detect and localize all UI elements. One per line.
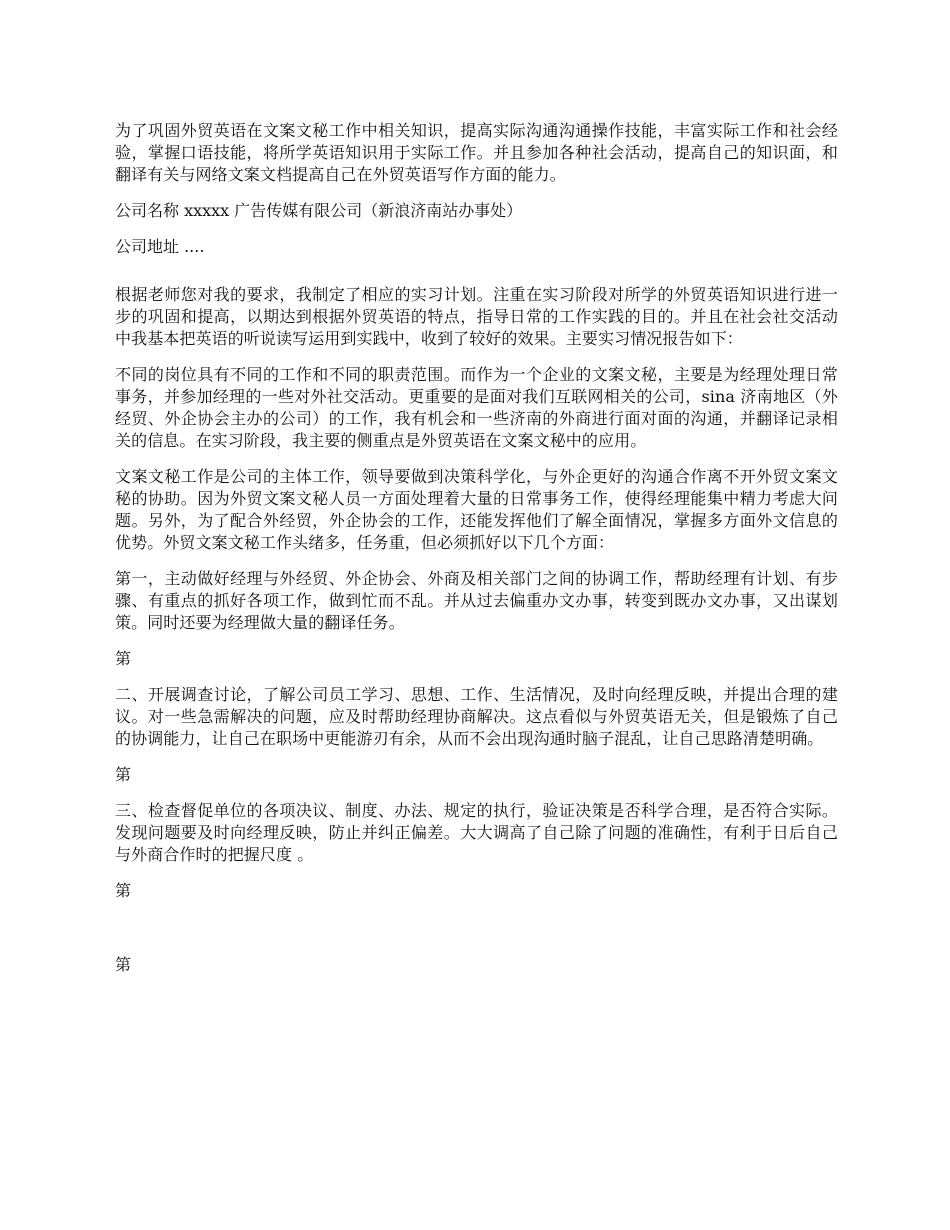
ordinal-marker-4: 第 <box>115 955 132 974</box>
intro-paragraph: 为了巩固外贸英语在文案文秘工作中相关知识，提高实际沟通沟通操作技能，丰富实际工作和社会经验，掌握口语技能，将所学英语知识用于实际工作。并且参加各种社会活动，提高自己的知识面，和翻译有关与网络文案文档提高自己在外贸英语写作方面的能力。 <box>115 121 838 184</box>
role-paragraph: 不同的岗位具有不同的工作和不同的职责范围。而作为一个企业的文案文秘，主要是为经理处理日常事务，并参加经理的一些对外社交活动。更重要的是面对我们互联网相关的公司，sina 济南地区（外经贸、外企协会主办的公司）的工作，我有机会和一些济南的外商进行面对面的沟通，并翻译记录相关的信息。在实习阶段，我主要的侧重点是外贸英语在文案文秘中的应用。 <box>115 365 838 450</box>
point-two-paragraph: 二、开展调查讨论，了解公司员工学习、思想、工作、生活情况，及时向经理反映，并提出合理的建议。对一些急需解决的问题，应及时帮助经理协商解决。这点看似与外贸英语无关，但是锻炼了自己的协调能力，让自己在职场中更能游刃有余，从而不会出现沟通时脑子混乱，让自己思路清楚明确。 <box>115 685 838 748</box>
ordinal-marker-3: 第 <box>115 881 132 900</box>
point-one-paragraph: 第一，主动做好经理与外经贸、外企协会、外商及相关部门之间的协调工作，帮助经理有计划、有步骤、有重点的抓好各项工作，做到忙而不乱。并从过去偏重办文办事，转变到既办文办事，又出谋划策。同时还要为经理做大量的翻译任务。 <box>115 569 838 632</box>
point-three-paragraph: 三、检查督促单位的各项决议、制度、办法、规定的执行，验证决策是否科学合理，是否符合实际。发现问题要及时向经理反映，防止并纠正偏差。大大调高了自己除了问题的准确性，有利于日后自己与外商合作时的把握尺度 。 <box>115 801 838 864</box>
ordinal-marker-2: 第 <box>115 765 132 784</box>
company-address-line: 公司地址 .... <box>115 237 205 256</box>
ordinal-marker-1: 第 <box>115 649 132 668</box>
company-name-line: 公司名称 xxxxx 广告传媒有限公司（新浪济南站办事处） <box>115 201 523 220</box>
work-paragraph: 文案文秘工作是公司的主体工作，领导要做到决策科学化，与外企更好的沟通合作离不开外贸文案文秘的协助。因为外贸文案文秘人员一方面处理着大量的日常事务工作，使得经理能集中精力考虑大问题。另外，为了配合外经贸，外企协会的工作，还能发挥他们了解全面情况，掌握多方面外文信息的优势。外贸文案文秘工作头绪多，任务重，但必须抓好以下几个方面： <box>115 467 838 552</box>
plan-paragraph: 根据老师您对我的要求，我制定了相应的实习计划。注重在实习阶段对所学的外贸英语知识进行进一步的巩固和提高，以期达到根据外贸英语的特点，指导日常的工作实践的目的。并且在社会社交活动中我基本把英语的听说读写运用到实践中，收到了较好的效果。主要实习情况报告如下： <box>115 285 838 348</box>
document-body <box>115 120 838 990</box>
